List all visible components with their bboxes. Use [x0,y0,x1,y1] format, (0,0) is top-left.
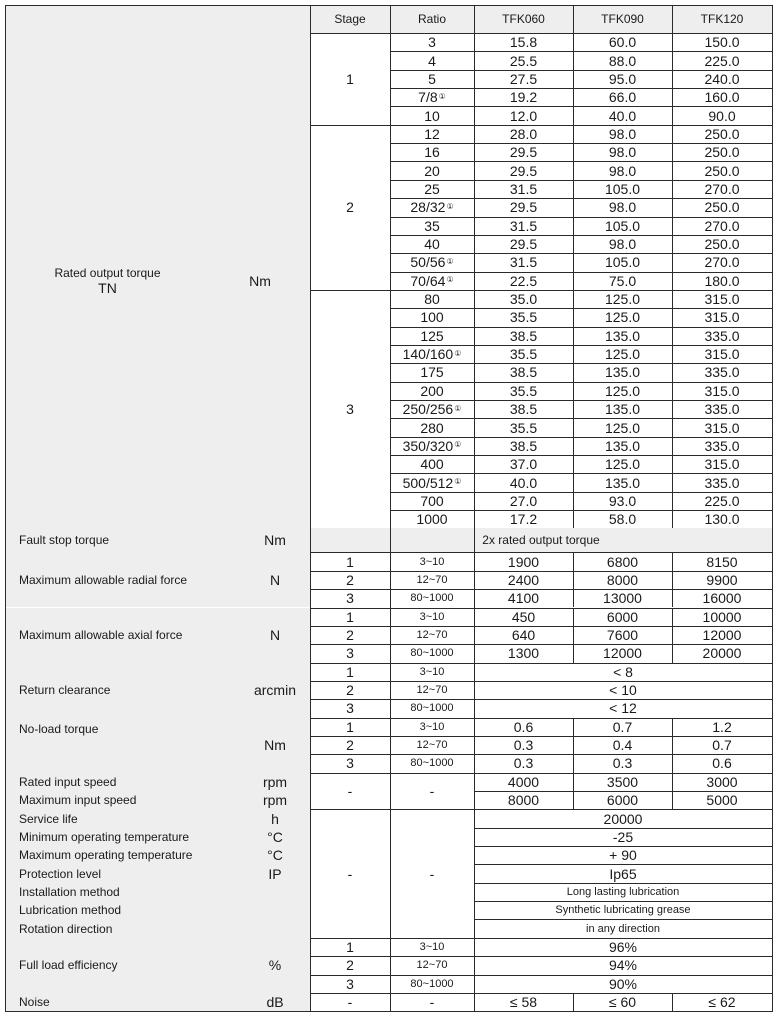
stage-cell: 3 [346,401,354,418]
spec-value: 1300 [507,645,540,662]
ratio-cell: 4 [428,52,436,69]
torque-value: 135.0 [604,437,641,454]
stage-cell: 1 [346,608,354,625]
column-divider [573,552,574,607]
spec-value: 0.6 [513,718,534,735]
ratio-cell: 3~10 [419,665,445,678]
stage-cell: 1 [346,663,354,680]
stage-cell: 3 [346,755,354,772]
stage-cell: 1 [346,938,354,955]
speed-value: 8000 [507,792,540,809]
torque-value: 19.2 [509,89,538,106]
row-unit [240,883,310,901]
ratio-cell: 70/64 ① [410,272,454,289]
ratio-cell: 12~70 [416,684,448,697]
torque-value: 35.5 [509,346,538,363]
ratio-cell: 12 [424,125,440,142]
torque-value: 250.0 [704,125,740,142]
spec-value: 1.2 [712,718,732,735]
torque-value: 315.0 [704,419,740,436]
ratio-cell: 50/56 ① [410,254,454,271]
torque-value: 35.5 [509,382,538,399]
row-unit: h [240,809,310,827]
column-divider [772,5,773,1012]
torque-value: 335.0 [704,364,740,381]
general-value: in any direction [586,922,660,935]
ratio-dash: - [429,994,435,1011]
torque-value: 35.5 [509,309,538,326]
torque-value: 125.0 [604,291,641,308]
ratio-cell: 140/160 ① [402,346,462,363]
ratio-cell: 7/8 ① [418,89,446,106]
spec-value: 0.7 [712,737,732,754]
torque-value: 27.0 [509,492,538,509]
ratio-cell: 500/512 ① [402,474,462,491]
ratio-cell: 10 [424,107,440,124]
ratio-cell: 12~70 [416,959,448,972]
noise-value: ≤ 58 [509,994,538,1011]
torque-value: 270.0 [704,217,740,234]
column-divider [672,5,673,528]
torque-value: 315.0 [704,456,740,473]
footnote-marker: ① [446,275,454,285]
column-divider [672,552,673,607]
footnote-marker: ① [438,91,446,101]
torque-value: 315.0 [704,291,740,308]
column-divider [390,5,391,1011]
header-blank [5,5,310,33]
row-label: Fault stop torque [5,528,240,552]
spec-value: 6000 [606,608,639,625]
column-divider [310,5,311,1011]
stage-cell: 3 [346,975,354,992]
merged-value: < 10 [609,682,637,699]
column-divider [573,993,574,1011]
torque-value: 135.0 [604,364,641,381]
row-label: Rated input speed [5,773,240,791]
ratio-cell: 12~70 [416,739,448,752]
stage-cell: 1 [346,70,354,87]
efficiency-value: 94% [608,957,638,974]
stage-dash: - [347,994,353,1011]
row-label: Noise [5,993,240,1011]
spec-value: 20000 [702,645,742,662]
stage-cell: 1 [346,718,354,735]
row-unit [240,919,310,937]
torque-value: 225.0 [704,52,740,69]
torque-value: 38.5 [509,401,538,418]
torque-value: 12.0 [509,107,538,124]
column-divider [573,718,574,773]
row-unit: N [240,552,310,607]
ratio-cell: 350/320 ① [402,437,462,454]
stage-dash: - [347,782,353,799]
fault-stop-value: 2x rated output torque [310,528,772,552]
row-label: Protection level [5,864,240,882]
ratio-cell: 12~70 [416,573,448,586]
spec-value: 12000 [702,627,742,644]
torque-value: 40.0 [509,474,538,491]
general-value: Long lasting lubrication [566,885,680,898]
rated-torque-name: Rated output torque [54,265,161,280]
column-divider [573,608,574,663]
footnote-marker: ① [446,256,454,266]
torque-value: 160.0 [704,89,740,106]
row-label: Full load efficiency [5,938,240,993]
efficiency-value: 96% [608,938,638,955]
rated-torque-symbol: TN [98,279,117,296]
torque-value: 150.0 [704,34,740,51]
spec-value: 12000 [603,645,642,662]
row-divider [5,5,772,6]
spec-value: 10000 [702,608,742,625]
column-divider [672,993,673,1011]
row-label: Maximum allowable radial force [5,552,240,607]
torque-value: 270.0 [704,254,740,271]
spec-value: 9900 [706,571,738,588]
torque-value: 105.0 [604,254,641,271]
spec-value: 8000 [606,571,639,588]
ratio-cell: 40 [424,236,440,253]
row-label: Maximum operating temperature [5,846,240,864]
spec-value: 8150 [706,553,738,570]
torque-value: 27.5 [509,70,538,87]
ratio-cell: 1000 [416,511,448,528]
speed-value: 3000 [706,773,738,790]
rated-torque-label [5,33,210,528]
ratio-cell: 400 [420,456,444,473]
torque-value: 66.0 [608,89,637,106]
stage-cell: 1 [346,553,354,570]
ratio-cell: 80~1000 [410,647,454,660]
ratio-cell: 3~10 [419,940,445,953]
torque-value: 28.0 [509,125,538,142]
torque-value: 250.0 [704,236,740,253]
column-divider [573,5,574,528]
ratio-cell: 25 [424,180,440,197]
torque-value: 31.5 [509,254,538,271]
header-tfk060: TFK060 [474,5,573,33]
torque-value: 250.0 [704,162,740,179]
spec-value: 2400 [507,571,540,588]
torque-value: 29.5 [509,162,538,179]
speed-value: 5000 [706,792,738,809]
column-divider [474,5,475,1011]
row-divider [5,1011,772,1012]
row-unit: °C [240,846,310,864]
general-value: Synthetic lubricating grease [555,904,691,917]
column-divider [672,773,673,810]
torque-value: 225.0 [704,492,740,509]
stage-cell: 2 [346,627,354,644]
ratio-cell: 80~1000 [410,702,454,715]
torque-value: 60.0 [608,34,637,51]
torque-value: 105.0 [604,180,641,197]
ratio-cell: 12~70 [416,629,448,642]
ratio-cell: 80 [424,291,440,308]
column-divider [5,5,6,1012]
footnote-marker: ① [454,477,462,487]
ratio-cell: 200 [420,382,444,399]
row-unit: °C [240,828,310,846]
row-label: Return clearance [5,663,240,718]
torque-value: 29.5 [509,199,538,216]
row-label: Service life [5,809,240,827]
stage-cell: 2 [346,199,354,216]
torque-value: 335.0 [704,474,740,491]
footnote-marker: ① [446,201,454,211]
ratio-cell: 3 [428,34,436,51]
torque-value: 270.0 [704,180,740,197]
torque-value: 125.0 [604,309,641,326]
column-divider [573,773,574,810]
torque-value: 335.0 [704,437,740,454]
row-label: Lubrication method [5,901,240,919]
row-unit: IP [240,864,310,882]
ratio-cell: 28/32 ① [410,199,454,216]
spec-value: 0.4 [612,737,633,754]
torque-value: 135.0 [604,327,641,344]
ratio-cell: 125 [420,327,444,344]
spec-value: 0.3 [513,755,534,772]
torque-value: 93.0 [608,492,637,509]
spec-value: 6800 [606,553,639,570]
rated-torque-unit: Nm [210,33,310,528]
stage-cell: 2 [346,682,354,699]
ratio-cell: 5 [428,70,436,87]
torque-value: 125.0 [604,419,641,436]
ratio-cell: 175 [420,364,444,381]
noise-value: ≤ 60 [608,994,637,1011]
row-unit: rpm [240,791,310,809]
footnote-marker: ① [454,440,462,450]
torque-value: 38.5 [509,327,538,344]
torque-value: 29.5 [509,236,538,253]
noise-value: ≤ 62 [708,994,736,1011]
row-label: Installation method [5,883,240,901]
torque-value: 180.0 [704,272,740,289]
ratio-cell: 250/256 ① [402,401,462,418]
merged-value: < 12 [609,700,637,717]
torque-value: 105.0 [604,217,641,234]
torque-value: 38.5 [509,437,538,454]
row-label: Maximum allowable axial force [5,608,240,663]
stage-cell: 3 [346,700,354,717]
torque-value: 22.5 [509,272,538,289]
spec-value: 0.3 [513,737,534,754]
torque-value: 135.0 [604,401,641,418]
header-ratio: Ratio [390,5,474,33]
ratio-cell: 16 [424,144,440,161]
row-unit: arcmin [240,663,310,718]
torque-value: 38.5 [509,364,538,381]
ratio-cell: 20 [424,162,440,179]
torque-value: 125.0 [604,382,641,399]
header-tfk120: TFK120 [672,5,772,33]
ratio-cell: 700 [420,492,444,509]
ratio-cell: 3~10 [419,720,445,733]
spec-value: 16000 [702,590,742,607]
row-label: No-load torque [5,718,240,773]
row-unit: Nm [240,528,310,552]
header-tfk090: TFK090 [573,5,672,33]
general-value: + 90 [609,847,637,864]
torque-value: 35.5 [509,419,538,436]
torque-value: 90.0 [708,107,736,124]
footnote-marker: ① [454,348,462,358]
stage-cell: 3 [346,590,354,607]
row-unit: dB [240,993,310,1011]
torque-value: 250.0 [704,199,740,216]
torque-value: 335.0 [704,401,740,418]
ratio-cell: 35 [424,217,440,234]
torque-value: 98.0 [608,236,637,253]
ratio-cell: 100 [420,309,444,326]
general-value: Ip65 [609,865,637,882]
general-value: 20000 [603,810,643,827]
row-unit: % [240,938,310,993]
stage-cell: 2 [346,957,354,974]
ratio-cell: 80~1000 [410,977,454,990]
torque-value: 315.0 [704,382,740,399]
torque-value: 335.0 [704,327,740,344]
ratio-dash: - [429,865,435,882]
spec-value: 4100 [507,590,540,607]
torque-value: 250.0 [704,144,740,161]
torque-value: 98.0 [608,144,637,161]
row-label: Rotation direction [5,919,240,937]
speed-value: 3500 [606,773,639,790]
speed-value: 6000 [606,792,639,809]
ratio-dash: - [429,782,435,799]
torque-value: 40.0 [608,107,637,124]
spec-value: 640 [511,627,536,644]
ratio-cell: 280 [420,419,444,436]
spec-value: 0.6 [712,755,732,772]
column-divider [672,608,673,663]
spec-value: 0.7 [612,718,633,735]
torque-value: 130.0 [704,511,740,528]
torque-value: 31.5 [509,180,538,197]
torque-value: 37.0 [509,456,538,473]
speed-value: 4000 [507,773,540,790]
torque-value: 31.5 [509,217,538,234]
ratio-cell: 80~1000 [410,592,454,605]
ratio-cell: 80~1000 [410,757,454,770]
torque-value: 98.0 [608,199,637,216]
torque-value: 29.5 [509,144,538,161]
row-label: Maximum input speed [5,791,240,809]
merged-value: < 8 [613,663,633,680]
row-unit: N [240,608,310,663]
spec-value: 7600 [606,627,639,644]
torque-value: 17.2 [509,511,538,528]
torque-value: 35.0 [509,291,538,308]
torque-value: 240.0 [704,70,740,87]
stage-cell: 2 [346,571,354,588]
torque-value: 135.0 [604,474,641,491]
torque-value: 58.0 [608,511,637,528]
torque-value: 125.0 [604,346,641,363]
ratio-cell: 3~10 [419,555,445,568]
header-stage: Stage [310,5,390,33]
row-label: Minimum operating temperature [5,828,240,846]
torque-value: 95.0 [608,70,637,87]
torque-value: 98.0 [608,125,637,142]
stage-cell: 3 [346,645,354,662]
row-unit: rpm [240,773,310,791]
spec-value: 13000 [603,590,642,607]
ratio-cell: 3~10 [419,610,445,623]
torque-value: 125.0 [604,456,641,473]
torque-value: 75.0 [608,272,637,289]
spec-value: 450 [511,608,536,625]
torque-value: 315.0 [704,309,740,326]
torque-value: 88.0 [608,52,637,69]
torque-value: 15.8 [509,34,538,51]
general-value: -25 [612,828,634,845]
footnote-marker: ① [454,403,462,413]
stage-dash: - [347,865,353,882]
torque-value: 315.0 [704,346,740,363]
spec-value: 0.3 [612,755,633,772]
torque-value: 25.5 [509,52,538,69]
torque-value: 98.0 [608,162,637,179]
spec-value: 1900 [507,553,540,570]
efficiency-value: 90% [608,975,638,992]
row-unit: Nm [240,718,310,773]
stage-cell: 2 [346,737,354,754]
column-divider [672,718,673,773]
row-unit [240,901,310,919]
